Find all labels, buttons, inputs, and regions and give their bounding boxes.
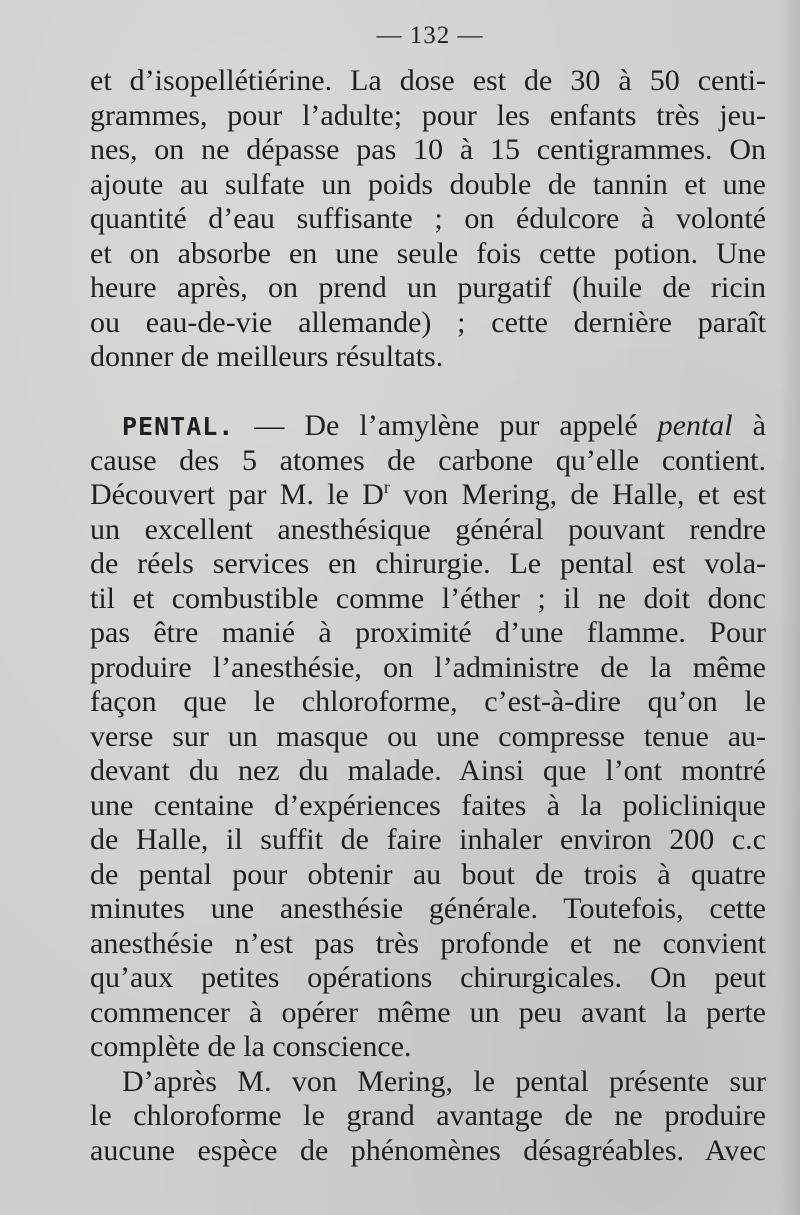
text-line: de Halle, il suffit de faire inhaler environ 200 c.c [90, 823, 766, 856]
text-line: verse sur un masque ou une compresse tenue au- [90, 719, 766, 753]
paragraph-isopelletierine [90, 64, 766, 375]
text-line: le chloroforme le grand avantage de ne produire [90, 1099, 766, 1132]
text-line: un excellent anesthésique général pouvant rendre [90, 512, 766, 546]
text-line: D’après M. von Mering, le pental présente sur [122, 1064, 766, 1098]
section-heading: PENTAL. [122, 412, 235, 441]
text-line: aucune espèce de phénomènes désagréables. Avec [90, 1133, 766, 1167]
section-heading-line [90, 409, 766, 444]
text-line: de pental pour obtenir au bout de trois à quatre [90, 857, 766, 891]
text-line: qu’aux petites opérations chirurgicales. On peut [90, 961, 766, 994]
text-line: commencer à opérer même un peu avant la perte [90, 995, 766, 1029]
page-number: — 132 — [376, 22, 484, 49]
text-fragment: à [732, 409, 766, 442]
text-line: anesthésie n’est pas très profonde et ne convient [90, 926, 766, 960]
text-line: til et combustible comme l’éther ; il ne doit donc [90, 581, 766, 615]
text-line: ajoute au sulfate un poids double de tannin et une [90, 167, 766, 201]
text-line: nes, on ne dépasse pas 10 à 15 centigrammes. On [90, 133, 766, 166]
section-pental [90, 409, 766, 1168]
text-line: grammes, pour l’adulte; pour les enfants très jeu- [90, 98, 766, 132]
text-fragment: von Mering, de Halle, et est [389, 478, 766, 511]
superscript: r [383, 477, 390, 497]
page-edge-shadow [778, 0, 800, 1215]
text-line: quantité d’eau suffisante ; on édulcore à volonté [90, 202, 766, 235]
text-line [90, 478, 766, 513]
text-line: une centaine d’expériences faites à la policlinique [90, 788, 766, 822]
text-line: heure après, on prend un purgatif (huile de ricin [90, 271, 766, 304]
heading-dash-text: — De l’amylène pur appelé [234, 409, 658, 442]
text-line: cause des 5 atomes de carbone qu’elle contient. [90, 443, 766, 477]
text-line: complète de la conscience. [90, 1030, 412, 1063]
italic-term: pental [657, 409, 733, 442]
text-line: de réels services en chirurgie. Le pental est vola- [90, 547, 766, 580]
text-line: devant du nez du malade. Ainsi que l’ont montré [90, 754, 766, 787]
text-fragment: Découvert par M. le D [90, 478, 384, 511]
text-line: et on absorbe en une seule fois cette potion. Une [90, 236, 766, 270]
text-line: donner de meilleurs résultats. [90, 340, 444, 373]
text-line: minutes une anesthésie générale. Toutefois, cette [90, 892, 766, 925]
text-line: ou eau-de-vie allemande) ; cette dernière paraît [90, 305, 766, 339]
text-line: et d’isopellétiérine. La dose est de 30 à 50 centi- [90, 64, 766, 97]
text-line: façon que le chloroforme, c’est-à-dire qu’on le [90, 685, 766, 718]
text-line: produire l’anesthésie, on l’administre de la même [90, 650, 766, 684]
text-line: pas être manié à proximité d’une flamme. Pour [90, 616, 766, 649]
